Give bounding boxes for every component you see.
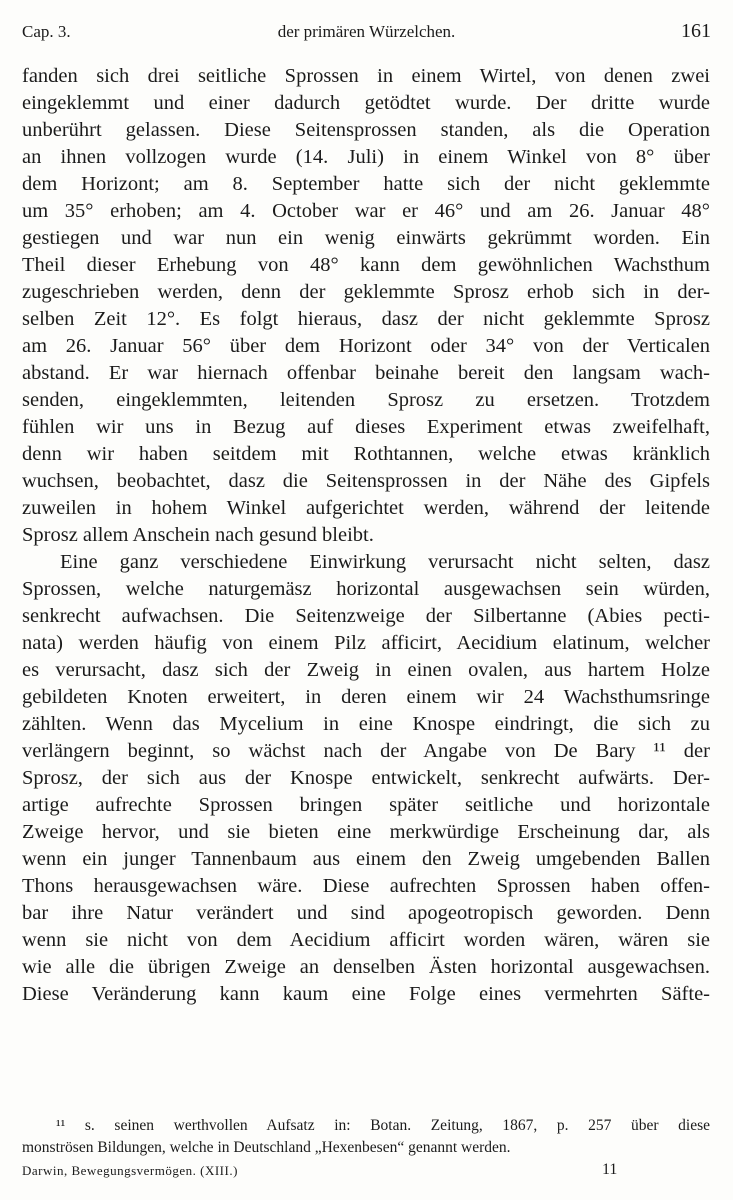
body-line: Diese Veränderung kann kaum eine Folge eines vermehrten Säfte- bbox=[22, 983, 710, 1005]
page-footer bbox=[22, 1163, 711, 1183]
body-line: zugeschrieben werden, denn der geklemmte Sprosz erhob sich in der- bbox=[22, 281, 710, 303]
body-line: eingeklemmt und einer dadurch getödtet wurde. Der dritte wurde bbox=[22, 92, 710, 114]
body-line: abstand. Er war hiernach offenbar beinahe bereit den langsam wach- bbox=[22, 362, 710, 384]
sheet-number: 11 bbox=[602, 1161, 618, 1178]
signature-mark: Darwin, Bewegungsvermögen. (XIII.) bbox=[22, 1163, 238, 1178]
body-line: es verursacht, dasz sich der Zweig in einen ovalen, aus hartem Holze bbox=[22, 659, 710, 681]
body-line: wenn ein junger Tannenbaum aus einem den Zweig umgebenden Ballen bbox=[22, 848, 710, 870]
body-line: fanden sich drei seitliche Sprossen in einem Wirtel, von denen zwei bbox=[22, 65, 710, 87]
body-line: wenn sie nicht von dem Aecidium afficirt worden wären, wären sie bbox=[22, 929, 710, 951]
body-line: um 35° erhoben; am 4. October war er 46° und am 26. Januar 48° bbox=[22, 200, 710, 222]
body-line: gebildeten Knoten erweitert, in deren einem wir 24 Wachsthumsringe bbox=[22, 686, 710, 708]
body-line: Theil dieser Erhebung von 48° kann dem gewöhnlichen Wachsthum bbox=[22, 254, 710, 276]
body-line: denn wir haben seitdem mit Rothtannen, welche etwas kränklich bbox=[22, 443, 710, 465]
body-line: wuchsen, beobachtet, dasz die Seitensprossen in der Nähe des Gipfels bbox=[22, 470, 710, 492]
body-line: Sprosz, der sich aus der Knospe entwickelt, senkrecht aufwärts. Der- bbox=[22, 767, 710, 789]
body-line: unberührt gelassen. Diese Seitensprossen standen, als die Operation bbox=[22, 119, 710, 141]
body-line: bar ihre Natur verändert und sind apogeotropisch geworden. Denn bbox=[22, 902, 710, 924]
body-line: Thons herausgewachsen wäre. Diese aufrechten Sprossen haben offen- bbox=[22, 875, 710, 897]
running-title: der primären Würzelchen. bbox=[277, 22, 456, 41]
footnote-line: ¹¹ s. seinen werthvollen Aufsatz in: Botan. Zeitung, 1867, p. 257 über diese bbox=[56, 1117, 710, 1134]
body-line: fühlen wir uns in Bezug auf dieses Experiment etwas zweifelhaft, bbox=[22, 416, 710, 438]
body-line: am 26. Januar 56° über dem Horizont oder 34° von der Verticalen bbox=[22, 335, 710, 357]
body-line: zuweilen in hohem Winkel aufgerichtet werden, während der leitende bbox=[22, 497, 710, 519]
body-line: senden, eingeklemmten, leitenden Sprosz zu ersetzen. Trotzdem bbox=[22, 389, 710, 411]
body-line: Sprossen, welche naturgemäsz horizontal ausgewachsen sein würden, bbox=[22, 578, 710, 600]
body-line: selben Zeit 12°. Es folgt hieraus, dasz der nicht geklemmte Sprosz bbox=[22, 308, 710, 330]
body-line: zählten. Wenn das Mycelium in eine Knospe eindringt, die sich zu bbox=[22, 713, 710, 735]
body-line: Zweige hervor, und sie bieten eine merkwürdige Erscheinung dar, als bbox=[22, 821, 710, 843]
page-number: 161 bbox=[681, 20, 711, 42]
body-line: verlängern beginnt, so wächst nach der Angabe von De Bary ¹¹ der bbox=[22, 740, 710, 762]
footnote-line: monströsen Bildungen, welche in Deutschland „Hexenbesen“ genannt werden. bbox=[22, 1139, 511, 1156]
body-line: dem Horizont; am 8. September hatte sich der nicht geklemmte bbox=[22, 173, 710, 195]
running-header bbox=[22, 18, 711, 48]
body-line: senkrecht aufwachsen. Die Seitenzweige der Silbertanne (Abies pecti- bbox=[22, 605, 710, 627]
chapter-label: Cap. 3. bbox=[22, 22, 71, 41]
body-line: artige aufrechte Sprossen bringen später seitliche und horizontale bbox=[22, 794, 710, 816]
body-line: nata) werden häufig von einem Pilz afficirt, Aecidium elatinum, welcher bbox=[22, 632, 710, 654]
body-line: wie alle die übrigen Zweige an denselben Ästen horizontal ausgewachsen. bbox=[22, 956, 710, 978]
body-line: an ihnen vollzogen wurde (14. Juli) in einem Winkel von 8° über bbox=[22, 146, 710, 168]
body-line: gestiegen und war nun ein wenig einwärts gekrümmt worden. Ein bbox=[22, 227, 710, 249]
paragraph-start-line: Eine ganz verschiedene Einwirkung verursacht nicht selten, dasz bbox=[60, 551, 710, 573]
paragraph-end-line: Sprosz allem Anschein nach gesund bleibt. bbox=[22, 524, 374, 546]
